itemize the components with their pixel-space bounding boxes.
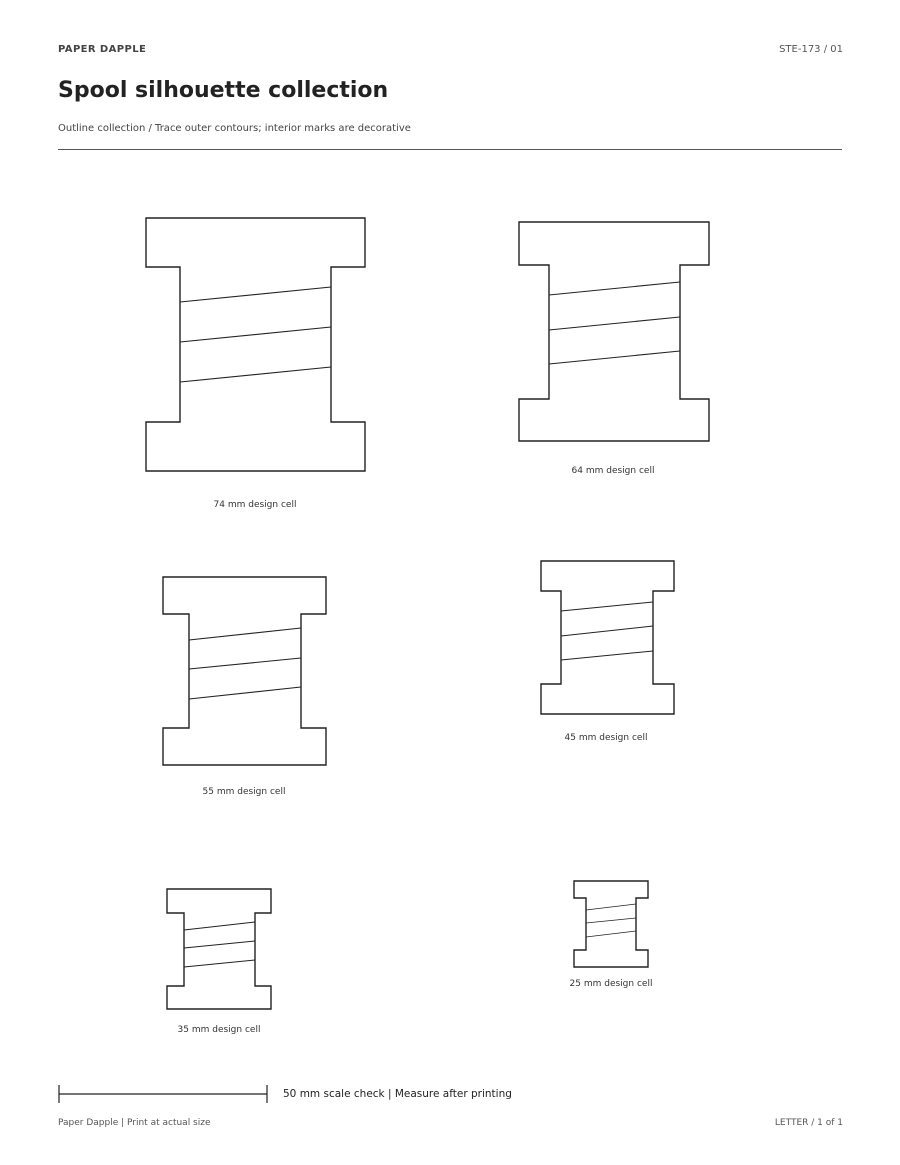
spool-outline-1 — [146, 218, 365, 471]
spool-outline-3 — [163, 577, 326, 765]
spool-caption-3: 55 mm design cell — [202, 787, 286, 797]
spool-outline-2 — [519, 222, 709, 441]
brand-label: PAPER DAPPLE — [58, 44, 147, 55]
spool-caption-5: 35 mm design cell — [177, 1025, 261, 1035]
spool-outline-6 — [574, 881, 648, 967]
footer-left: Paper Dapple | Print at actual size — [58, 1118, 211, 1128]
spool-outline-4 — [541, 561, 674, 714]
spool-caption-6: 25 mm design cell — [569, 979, 653, 989]
scale-bar — [59, 1085, 267, 1103]
page-subtitle: Outline collection / Trace outer contours; interior marks are decorative — [58, 123, 411, 134]
sheet-code: STE-173 / 01 — [779, 44, 843, 55]
spool-outline-5 — [167, 889, 271, 1009]
spool-caption-1: 74 mm design cell — [213, 500, 297, 510]
footer-right: LETTER / 1 of 1 — [774, 1118, 843, 1128]
spool-caption-2: 64 mm design cell — [571, 466, 655, 476]
scale-label: 50 mm scale check | Measure after printing — [283, 1088, 512, 1100]
page-title: Spool silhouette collection — [58, 78, 389, 103]
spool-caption-4: 45 mm design cell — [564, 733, 648, 743]
